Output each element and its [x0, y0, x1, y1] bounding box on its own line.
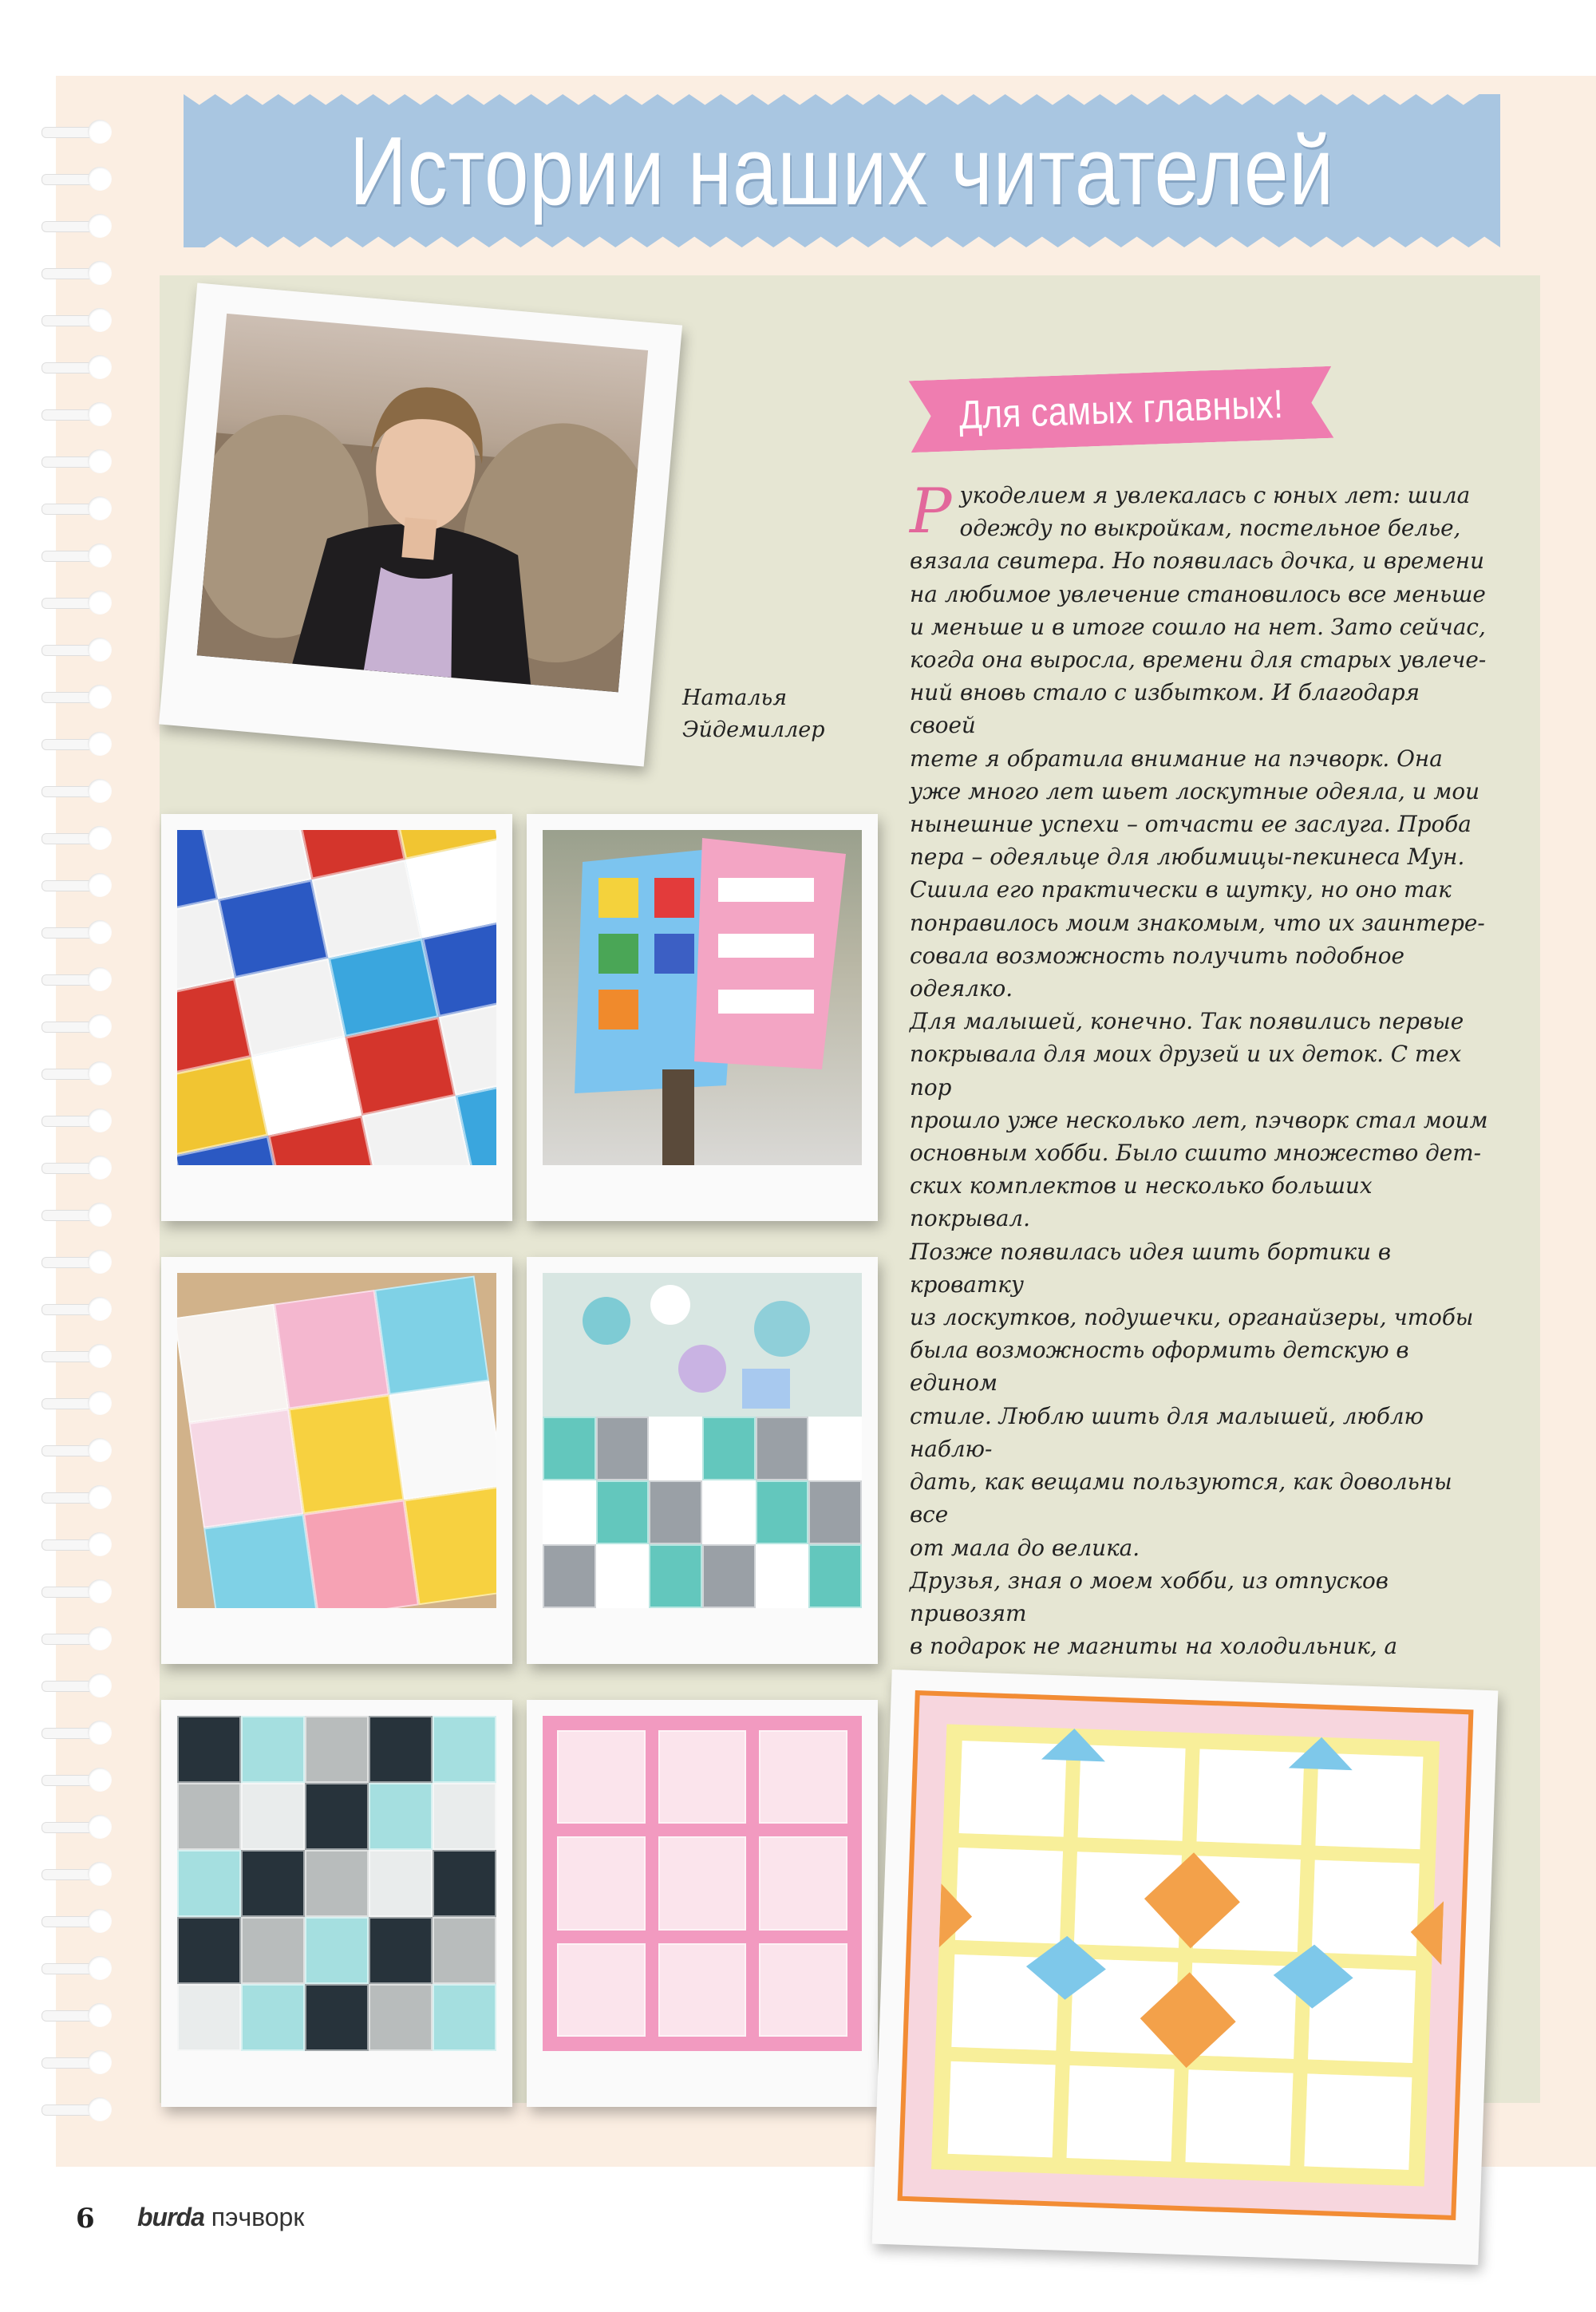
portrait-photo [197, 314, 648, 693]
sailor-quilt-photo [177, 830, 496, 1165]
article-line: ских комплектов и несколько больших покрывал. [910, 1172, 1373, 1232]
quilt-polaroid-3 [161, 1257, 512, 1664]
article-line: основным хобби. Было сшито множество дет- [910, 1140, 1481, 1167]
spiral-ring [41, 1768, 113, 1792]
spiral-ring [41, 826, 113, 850]
author-first-name: Наталья [682, 686, 788, 710]
article-line: одежду по выкройкам, постельное белье, [959, 515, 1461, 542]
article-line: вязала свитера. Но появилась дочка, и времени [910, 547, 1485, 575]
article-line: Сшила его практически в шутку, но оно так [910, 876, 1452, 903]
spiral-ring [41, 1815, 113, 1839]
spiral-ring [41, 496, 113, 520]
article-line: в подарок не магниты на холодильник, а [910, 1633, 1398, 1660]
article-line: Друзья, зная о моем хобби, из отпусков привозят [910, 1567, 1389, 1626]
spiral-ring [41, 2003, 113, 2027]
article-line: уже много лет шьет лоскутные одеяла, и мои [910, 777, 1480, 804]
article-line: нынешние успехи – отчасти ее заслуга. Проба [910, 811, 1472, 838]
quilt-polaroid-4 [527, 1257, 878, 1664]
spiral-ring [41, 1438, 113, 1462]
pony-quilt-photo [898, 1690, 1474, 2220]
article-line: ний вновь стало с избытком. И благодаря своей [910, 679, 1420, 739]
quilt-polaroid-1 [161, 814, 512, 1221]
author-last-name: Эйдемиллер [682, 717, 825, 742]
article-line: была возможность оформить детскую в едином [910, 1337, 1409, 1397]
article-line: из лоскутков, подушечки, органайзеры, чтобы [910, 1304, 1474, 1331]
pony-quilt-triangles [931, 1724, 1450, 2196]
spiral-ring [41, 1344, 113, 1368]
spiral-ring [41, 120, 113, 144]
spiral-ring [41, 214, 113, 238]
spiral-ring [41, 1156, 113, 1180]
spiral-ring [41, 261, 113, 285]
spiral-ring [41, 1203, 113, 1227]
article-line: прошло уже несколько лет, пэчворк стал моим [910, 1106, 1488, 1133]
pink-bear-quilt-photo [543, 1716, 862, 2051]
article-line: совала возможность получить подобное одеялко. [910, 942, 1404, 1002]
page-number: 6 [76, 2203, 95, 2235]
spiral-ring [41, 967, 113, 991]
spiral-ring [41, 1485, 113, 1509]
spiral-ring [41, 873, 113, 897]
article-line: понравилось моим знакомым, что их заинтере- [910, 909, 1485, 936]
spiral-ring [41, 779, 113, 803]
article-line: когда она выросла, времени для старых увлече- [910, 646, 1487, 674]
article-line: покрывала для моих друзей и их деток. С тех пор [910, 1041, 1462, 1101]
quilt-polaroid-5 [161, 1700, 512, 2107]
turtle-quilt-photo [177, 1716, 496, 2051]
spiral-ring [41, 591, 113, 615]
article-line: Позже появилась идея шить бортики в кроватку [910, 1238, 1391, 1298]
spiral-ring [41, 685, 113, 709]
article-line: Для малышей, конечно. Так появились первые [910, 1008, 1464, 1035]
spiral-ring [41, 1532, 113, 1556]
quilt-polaroid-2 [527, 814, 878, 1221]
spiral-ring [41, 1674, 113, 1697]
spiral-ring [41, 543, 113, 567]
hanging-quilts-figure [543, 830, 862, 1165]
spiral-ring [41, 1956, 113, 1980]
spiral-ring [41, 1250, 113, 1274]
spiral-ring [41, 1061, 113, 1085]
article-line: стиле. Люблю шить для малышей, люблю наблю- [910, 1402, 1424, 1462]
article-line: тете я обратила внимание на пэчворк. Она [910, 745, 1443, 772]
spiral-ring [41, 1014, 113, 1038]
pastel-patchwork-photo [177, 1273, 496, 1608]
quilt-polaroid-6 [527, 1700, 878, 2107]
spiral-ring [41, 920, 113, 944]
spiral-ring [41, 1391, 113, 1415]
spiral-binding [41, 120, 113, 2131]
spiral-ring [41, 1579, 113, 1603]
spiral-ring [41, 449, 113, 473]
article-line: укоделием я увлекалась с юных лет: шила [959, 482, 1471, 508]
spiral-ring [41, 1909, 113, 1933]
spiral-ring [41, 402, 113, 426]
author-caption [682, 682, 874, 746]
page-title: Истории наших читателей [349, 117, 1335, 225]
article-line: от мала до велика. [910, 1534, 1140, 1561]
spiral-ring [41, 308, 113, 332]
spiral-ring [41, 1297, 113, 1321]
section-heading: Для самых главных! [958, 381, 1285, 438]
drop-cap: Р [910, 476, 952, 547]
portrait-polaroid [159, 283, 682, 766]
spiral-ring [41, 638, 113, 662]
spiral-ring [41, 1626, 113, 1650]
article-line: дать, как вещами пользуются, как довольны все [910, 1468, 1452, 1528]
magazine-brand [137, 2203, 304, 2232]
crib-mobile [543, 1273, 862, 1417]
hanging-quilts-photo [543, 830, 862, 1165]
spiral-ring [41, 2050, 113, 2074]
spiral-ring [41, 1862, 113, 1886]
spiral-ring [41, 732, 113, 756]
crib-bumpers-photo [543, 1273, 862, 1608]
article-line: и меньше и в итоге сошло на нет. Зато сейчас, [910, 613, 1486, 640]
spiral-ring [41, 1109, 113, 1132]
spiral-ring [41, 167, 113, 191]
portrait-figure [197, 314, 648, 693]
brand-suffix: пэчворк [211, 2203, 305, 2231]
quilt-polaroid-7 [872, 1670, 1499, 2265]
spiral-ring [41, 1721, 113, 1745]
spiral-ring [41, 355, 113, 379]
brand-name: burda [137, 2203, 204, 2231]
spiral-ring [41, 2097, 113, 2121]
article-line: пера – одеяльце для любимицы-пекинеса Мун. [910, 844, 1465, 871]
article-line: на любимое увлечение становилось все меньше [910, 580, 1486, 607]
